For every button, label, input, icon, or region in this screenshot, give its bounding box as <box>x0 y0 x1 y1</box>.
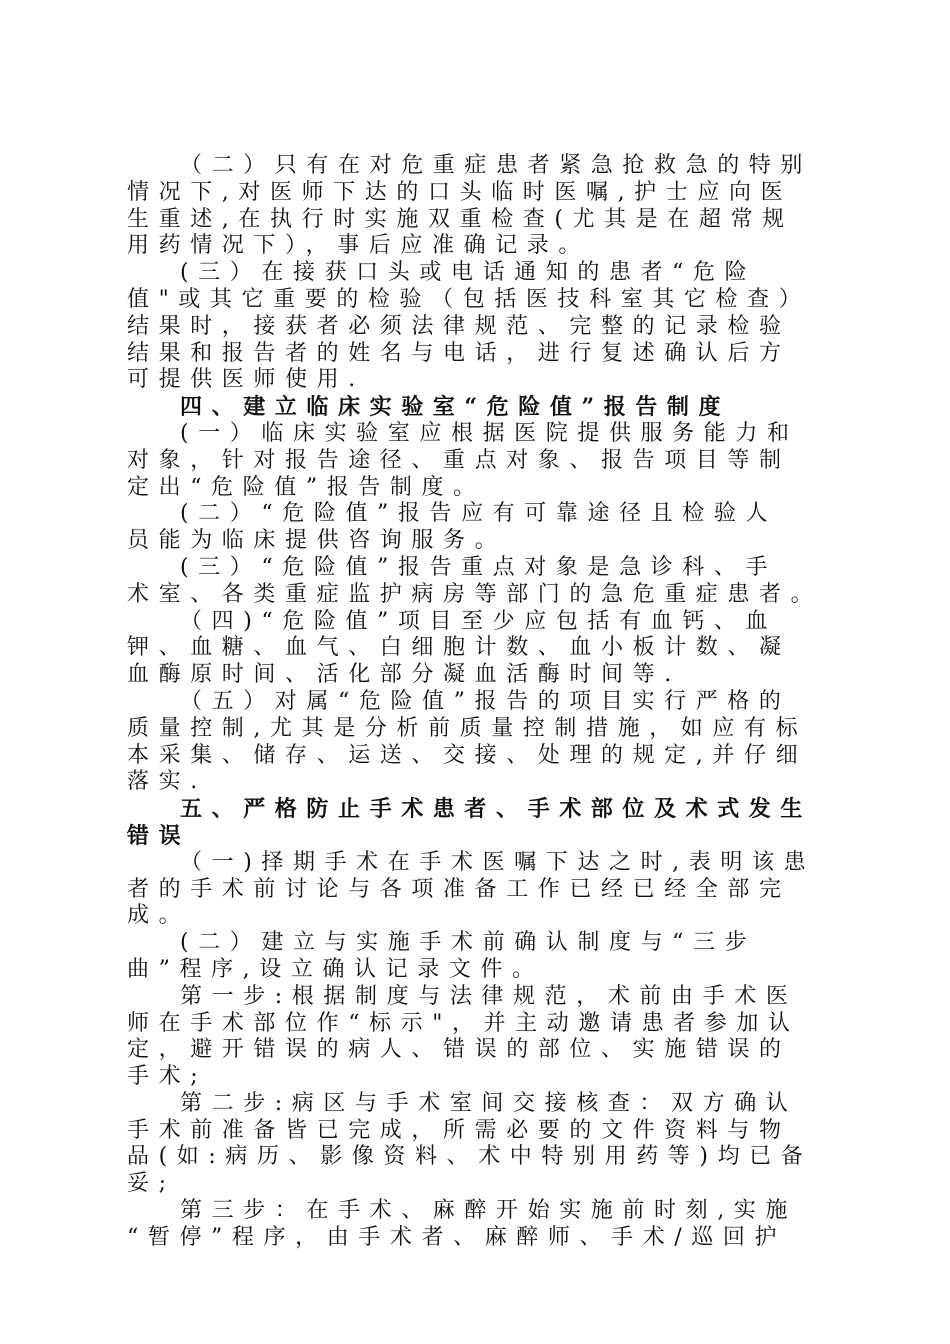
paragraph-line: 本采集、储存、运送、交接、处理的规定,并仔细 <box>127 742 808 768</box>
paragraph-line: 钾、血糖、血气、白细胞计数、血小板计数、凝 <box>127 635 791 661</box>
paragraph-line: 对象，针对报告途径、重点对象、报告项目等制 <box>127 447 791 473</box>
paragraph-line: （四)“危险值”项目至少应包括有血钙、血 <box>180 608 778 634</box>
paragraph-line: “暂停”程序，由手术者、麻醉师、手术/巡回护 <box>127 1224 787 1250</box>
paragraph-line: 员能为临床提供咨询服务。 <box>127 528 507 554</box>
paragraph-line: 结果和报告者的姓名与电话，进行复述确认后方 <box>127 340 791 366</box>
paragraph-line: 结果时，接获者必须法律规范、完整的记录检验 <box>127 313 791 339</box>
paragraph-line: 妥; <box>127 1171 176 1197</box>
paragraph-line: 第一步:根据制度与法律规范，术前由手术医 <box>180 983 798 1009</box>
section-heading-line: 五、严格防止手术患者、手术部位及术式发生 <box>180 796 813 823</box>
paragraph-line: (二）建立与实施手术前确认制度与“三步 <box>180 930 757 956</box>
paragraph-line: (三）在接获口头或电话通知的患者“危险 <box>180 260 757 286</box>
paragraph-line: 成。 <box>127 903 191 929</box>
paragraph-line: 手术; <box>127 1064 208 1090</box>
paragraph-line: 者的手术前讨论与各项准备工作已经已经全部完 <box>127 876 791 902</box>
section-heading-line: 错误 <box>127 822 191 849</box>
paragraph-line: 第三步：在手术、麻醉开始实施前时刻,实施 <box>180 1198 797 1224</box>
paragraph-line: 生重述,在执行时实施双重检查(尤其是在超常规 <box>127 206 794 232</box>
paragraph-line: 定，避开错误的病人、错误的部位、实施错误的 <box>127 1037 791 1063</box>
paragraph-line: 师在手术部位作“标示"，并主动邀请患者参加认 <box>127 1010 800 1036</box>
paragraph-line: 定出“危险值”报告制度。 <box>127 474 485 500</box>
paragraph-line: 落实. <box>127 769 207 795</box>
paragraph-line: 质量控制,尤其是分析前质量控制措施，如应有标 <box>127 715 808 741</box>
paragraph-line: 曲”程序,设立确认记录文件。 <box>127 956 544 982</box>
paragraph-line: (一）临床实验室应根据医院提供服务能力和 <box>180 420 799 446</box>
section-heading-line: 四、建立临床实验室“危险值”报告制度 <box>180 394 731 421</box>
paragraph-line: 术室、各类重症监护病房等部门的急危重症患者。 <box>127 581 823 607</box>
paragraph-line: （五）对属“危险值”报告的项目实行严格的 <box>180 688 791 714</box>
paragraph-line: (二）“危险值”报告应有可靠途径且检验人 <box>180 501 778 527</box>
paragraph-line: （二）只有在对危重症患者紧急抢救急的特别 <box>180 153 813 178</box>
paragraph-line: 第二步:病区与手术室间交接核查：双方确认 <box>180 1090 798 1116</box>
paragraph-line: （一)择期手术在手术医嘱下达之时,表明该患 <box>180 849 816 875</box>
paragraph-line: 情况下,对医师下达的口头临时医嘱,护士应向医 <box>127 179 793 205</box>
paragraph-line: 可提供医师使用. <box>127 367 365 393</box>
paragraph-line: (三）“危险值”报告重点对象是急诊科、手 <box>180 554 778 580</box>
paragraph-line: 血酶原时间、活化部分凝血活酶时间等. <box>127 662 681 688</box>
paragraph-line: 用药情况下），事后应准确记录。 <box>127 233 591 259</box>
paragraph-line: 品(如:病历、影像资料、术中特别用药等)均已备 <box>127 1144 813 1170</box>
paragraph-line: 值"或其它重要的检验（包括医技科室其它检查） <box>127 286 811 312</box>
paragraph-line: 手术前准备皆已完成，所需必要的文件资料与物 <box>127 1117 791 1143</box>
document-body <box>127 153 839 1252</box>
